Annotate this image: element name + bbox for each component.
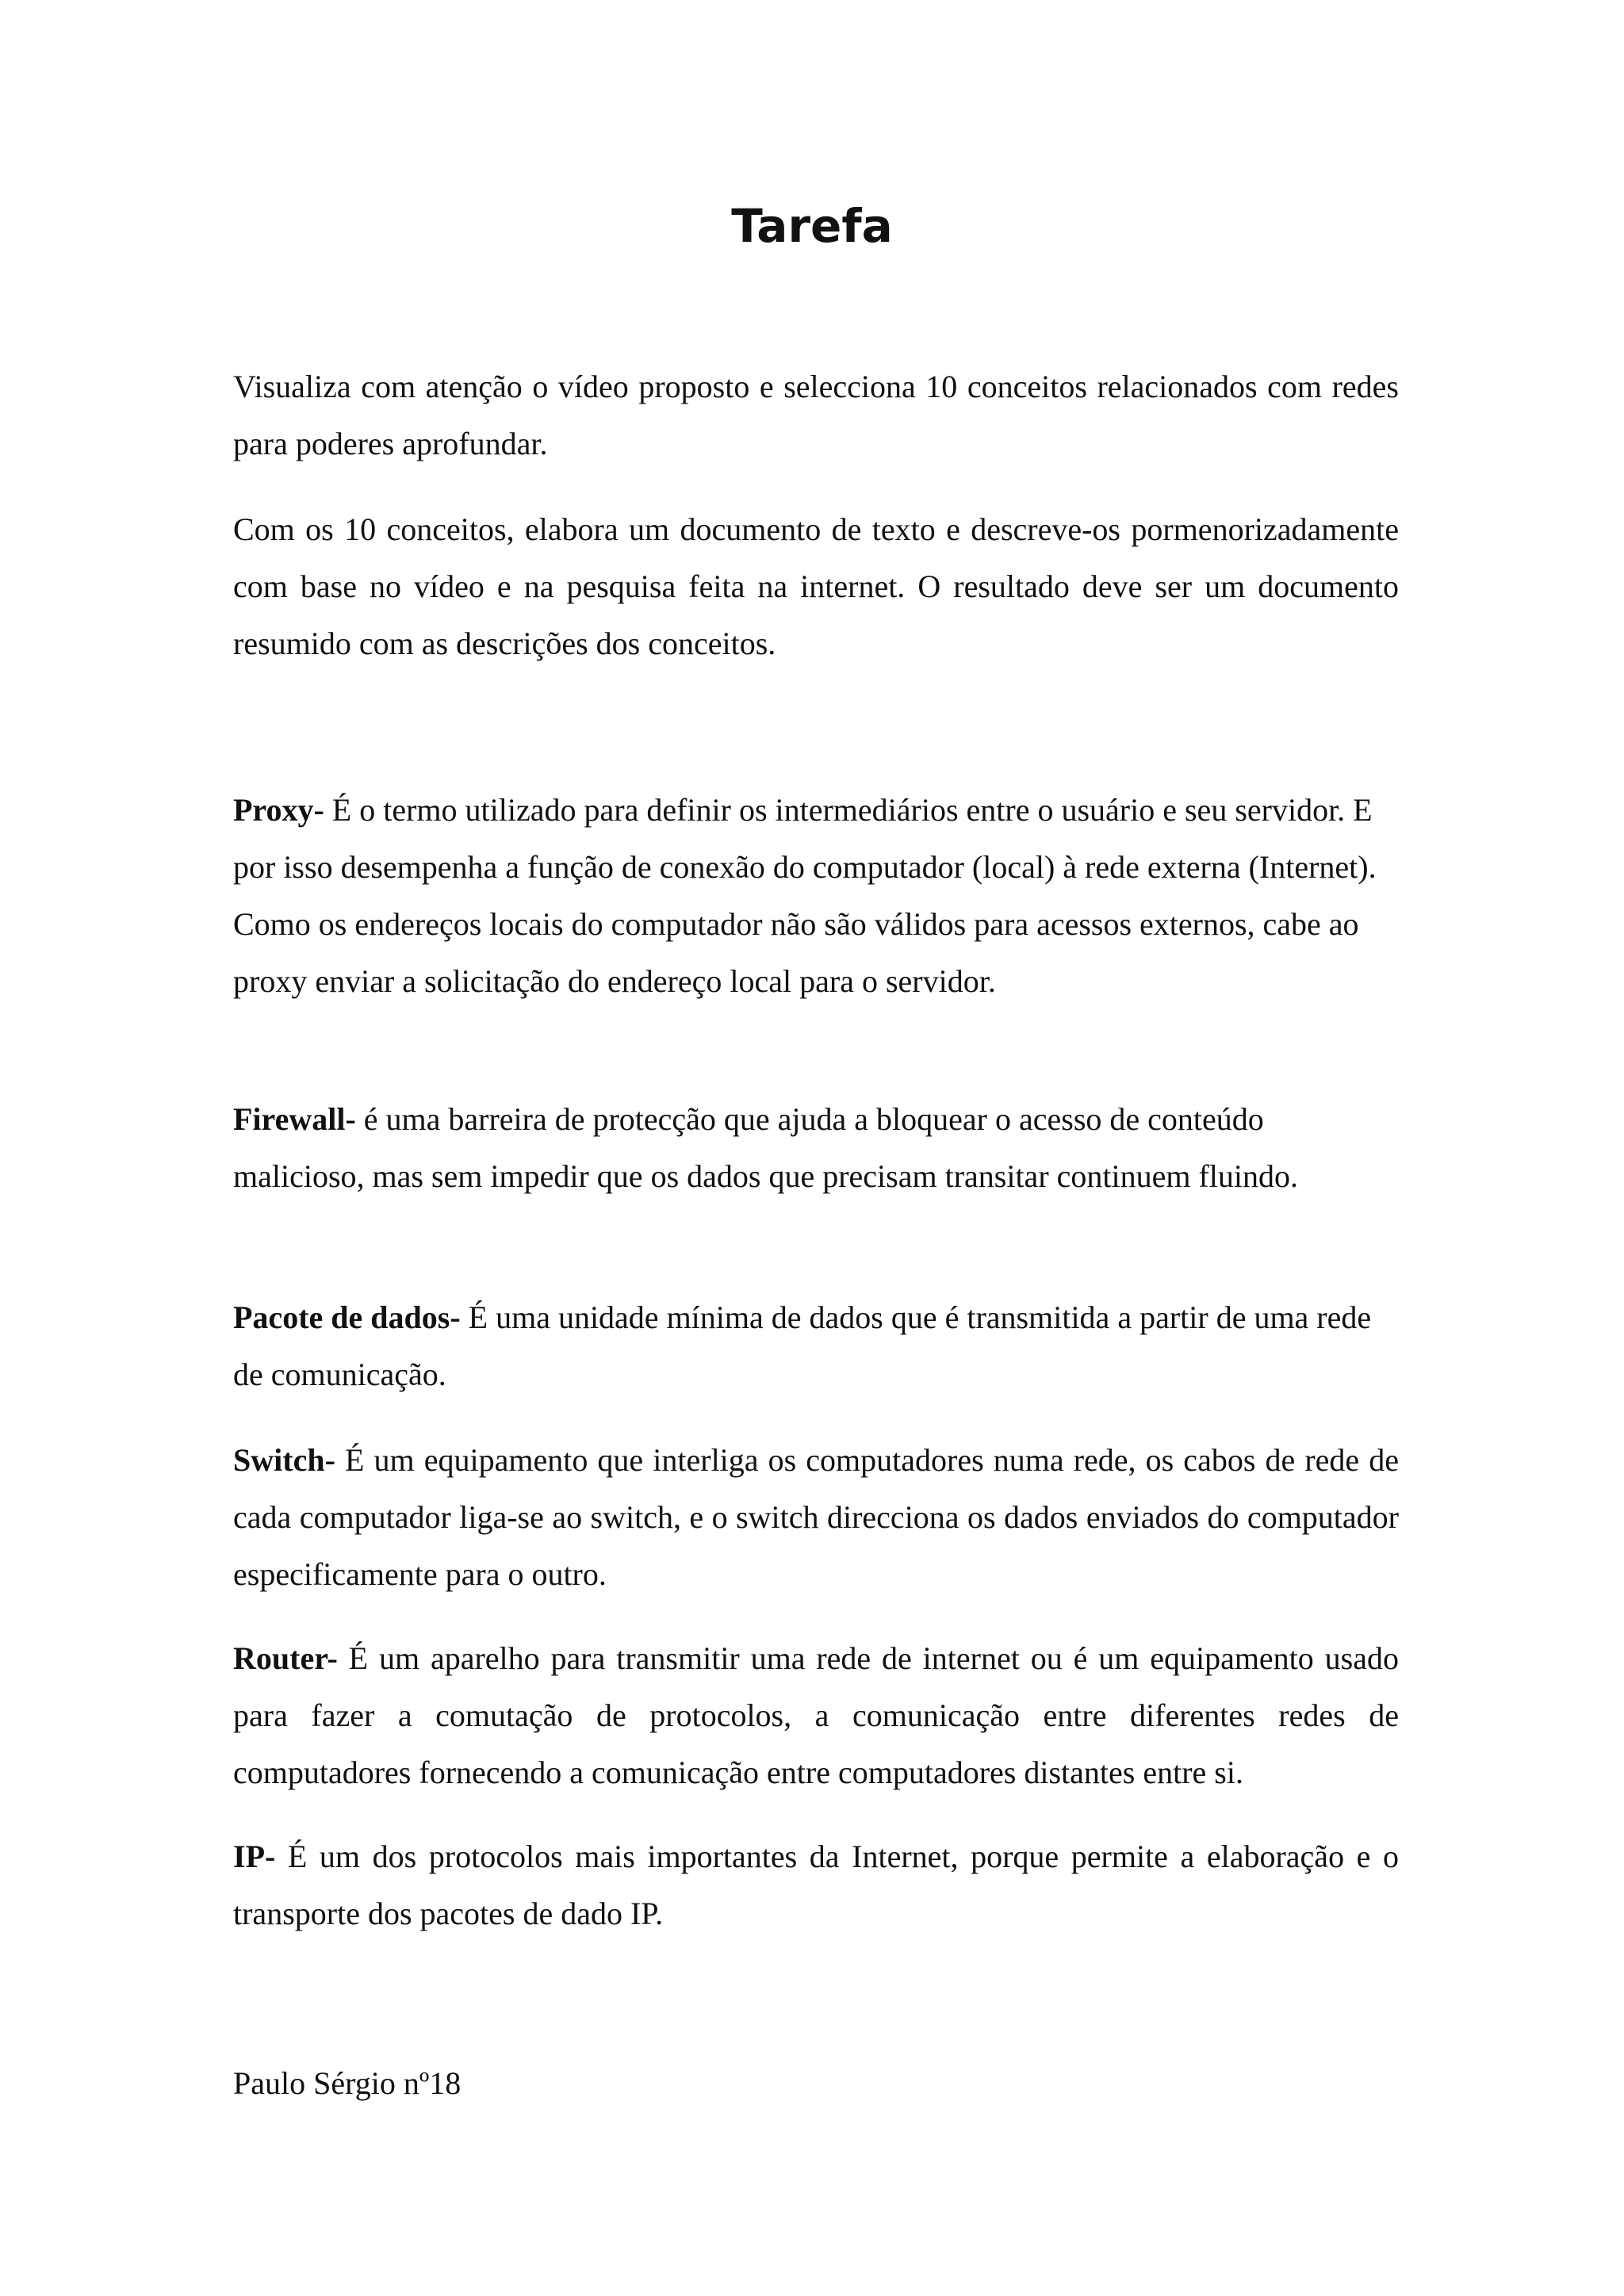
author-signature: Paulo Sérgio nº18: [233, 2065, 462, 2101]
document-title: Tarefa: [731, 199, 893, 253]
intro-paragraph: Visualiza com atenção o vídeo proposto e selecciona 10 conceitos relacionados com redes para poderes aprofundar.: [233, 369, 1399, 461]
intro-paragraph: Com os 10 conceitos, elabora um documento de texto e descreve-os pormenorizadamente com base no vídeo e na pesquisa feita na internet. O resultado deve ser um documento resumido com as descrições dos conceitos.: [233, 511, 1399, 661]
concept-definition: É um equipamento que interliga os computadores numa rede, os cabos de rede de cada computador liga-se ao switch, e o switch direcciona os dados enviados do computador especificamente para o outro.: [233, 1442, 1399, 1592]
concept-definition: É um dos protocolos mais importantes da Internet, porque permite a elaboração e o transporte dos pacotes de dado IP.: [233, 1839, 1399, 1931]
concept-term: Firewall-: [233, 1101, 356, 1137]
concept-router: [233, 1630, 1399, 1801]
concept-term: Pacote de dados-: [233, 1299, 461, 1335]
concept-definition: É uma unidade mínima de dados que é transmitida a partir de uma rede de comunicação.: [233, 1299, 1372, 1392]
concept-definition: É um aparelho para transmitir uma rede de internet ou é um equipamento usado para fazer a comutação de protocolos, a comunicação entre diferentes redes de computadores fornecendo a comunicação entre computadores distantes entre si.: [233, 1640, 1399, 1790]
concept-term: IP-: [233, 1839, 276, 1874]
concept-definition: É o termo utilizado para definir os intermediários entre o usuário e seu servidor. E por isso desempenha a função de conexão do computador (local) à rede externa (Internet). Como os endereços locais do computador não são válidos para acessos externos, cabe ao proxy enviar a solicitação do endereço local para o servidor.: [233, 792, 1377, 999]
concept-firewall: [233, 1091, 1399, 1205]
concept-ip: [233, 1828, 1399, 1942]
concept-term: Proxy-: [233, 792, 324, 828]
concept-term: Router-: [233, 1640, 338, 1676]
concept-switch: [233, 1432, 1399, 1603]
concept-pacote-de-dados: [233, 1289, 1399, 1403]
concept-proxy: [233, 782, 1399, 1010]
concept-definition: é uma barreira de protecção que ajuda a bloquear o acesso de conteúdo malicioso, mas sem impedir que os dados que precisam transitar continuem fluindo.: [233, 1101, 1299, 1194]
concept-term: Switch-: [233, 1442, 335, 1478]
